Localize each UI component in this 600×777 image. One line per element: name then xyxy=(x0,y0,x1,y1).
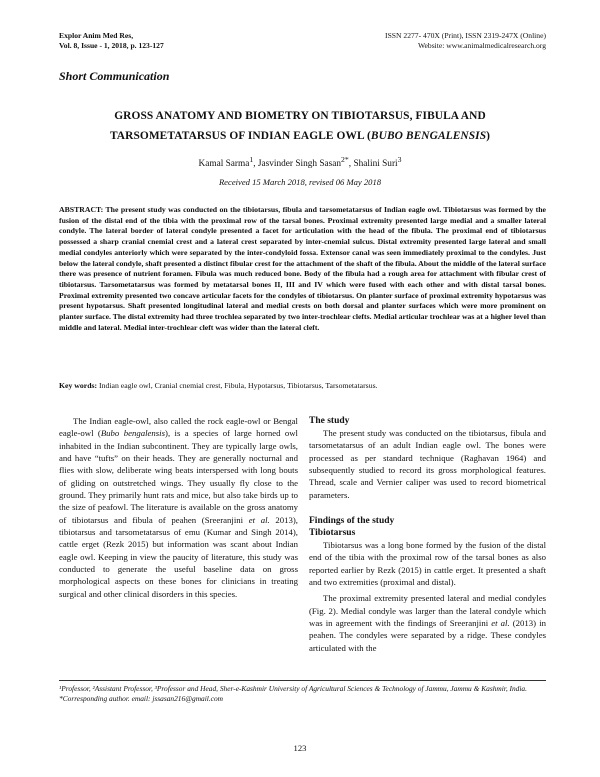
tibiotarsus-heading: Tibiotarsus xyxy=(309,528,356,539)
author-list: Kamal Sarma$^1$, Jasvinder Singh Sasan$^{2*}$, Shalini Suri$^3$ xyxy=(198,155,402,170)
paper-title xyxy=(60,106,540,146)
findings-paragraph-1: Tibiotarsus was a long bone formed by the fusion of the distal end of the tibia with the proximal row of the tarsal bones as also reported earlier by Rezk (2015) in cattle erget. It presented a shaft and two extremities (proximal and distal). xyxy=(309,540,546,588)
corresponding-footnote: *Corresponding author. email: jssasan216@gmail.com xyxy=(59,694,223,703)
issn: ISSN 2277- 470X (Print), ISSN 2319-247X (Online) xyxy=(385,31,546,40)
et-al: et al. xyxy=(248,514,270,525)
section-type: Short Communication xyxy=(59,69,170,83)
keywords-label: Key words: xyxy=(59,381,98,390)
received-dates: Received 15 March 2018, revised 06 May 2018 xyxy=(218,177,382,187)
title-end: ) xyxy=(486,130,491,142)
findings-heading: Findings of the study xyxy=(309,516,395,527)
website: Website: www.animalmedicalresearch.org xyxy=(417,41,546,50)
keywords xyxy=(59,381,546,391)
intro-text: ), is a species of large horned owl inhabited in the Indian subcontinent. They are typically large owls, and have “tufts” on their heads. They are generally nocturnal and flies with slow, deliberate wing beats interspersed with long bouts of gliding on outstretched wings. They usually fly close to the ground. They primarily hunt rats and mice, but also take birds up to the size of peafowl. The literature is available on the gross anatomy of tibiotarsus and fibula of peahen (Sreeranjini xyxy=(59,428,298,525)
author: Kamal Sarma xyxy=(198,159,250,170)
species-name: Bubo bengalensis xyxy=(100,428,166,439)
findings-text: The proximal extremity presented lateral and medial condyles (Fig. 2). Medial condyle was larger than the lateral condyle which was in agreement with the findings of Sreeranjini xyxy=(309,593,546,629)
author-sup: 1 xyxy=(249,155,254,164)
right-column xyxy=(309,415,546,654)
findings-paragraph-2 xyxy=(309,592,546,654)
author-sup: 2* xyxy=(341,155,349,164)
author: Jasvinder Singh Sasan xyxy=(257,159,342,170)
issn-header xyxy=(385,31,546,51)
study-paragraph: The present study was conducted on the tibiotarsus, fibula and tarsometatarsus of an adult Indian eagle owl. The bones were processed as per standard technique (Raghavan 1964) and subsequently studied to record its gross morphological features. Thread, scale and Vernier caliper was used to record biometrical parameters. xyxy=(309,428,546,500)
title-text: TARSOMETATARSUS OF INDIAN EAGLE OWL ( xyxy=(109,130,371,142)
title-line-1: GROSS ANATOMY AND BIOMETRY ON TIBIOTARSUS, FIBULA AND xyxy=(114,110,486,122)
title-species: BUBO BENGALENSIS xyxy=(370,130,487,142)
keywords-text: Indian eagle owl, Cranial cnemial crest, Fibula, Hypotarsus, Tibiotarsus, Tarsometatarsus. xyxy=(99,381,378,390)
findings-text: (2013) in peahen. The condyles were separated by a ridge. These condyles articulated with the xyxy=(309,618,547,653)
author: Shalini Suri xyxy=(353,159,398,170)
journal-volume: Vol. 8, Issue - 1, 2018, p. 123-127 xyxy=(59,41,164,50)
intro-text: The Indian eagle-owl, also called the rock eagle-owl or Bengal eagle-owl ( xyxy=(59,416,298,439)
journal-header xyxy=(59,31,164,51)
study-heading: The study xyxy=(309,416,350,426)
footnotes xyxy=(59,684,546,704)
intro-text: 2013), tibiotarsus and tarsometatarsus of emu (Kumar and Singh 2014), cattle erget (Rezk 2015) but information was scant about Indian eagle owl. Keeping in view the paucity of literature, this study was conducted to generate the useful baseline data on gross morphological aspects on these bones for clinicians in treating surgical and other clinical disorders in this species. xyxy=(59,514,298,599)
et-al: et al. xyxy=(491,618,510,629)
page-number: 123 xyxy=(293,743,307,753)
footnote-divider xyxy=(59,680,546,681)
affiliation-footnote: ¹Professor, ²Assistant Professor, ³Professor and Head, Sher-e-Kashmir University of Agricultural Sciences & Technology of Jammu, Jammu & Kashmir, India. xyxy=(59,684,527,693)
left-column xyxy=(59,415,298,600)
author-sup: 3 xyxy=(397,155,402,164)
title-line-2 xyxy=(60,126,540,146)
abstract: ABSTRACT: The present study was conducted on the tibiotarsus, fibula and tarsometatarsus of Indian eagle owl. Tibiotarsus was formed by the fusion of the distal end of the tibia with the proximal row of the tarsal bones. Proximal extremity presented large medial and a smaller lateral condyle. The lateral border of lateral condyle presented a facet for articulation with the head of the fibula. The proximal end of tibiotarsus possessed a sharp cranial cnemial crest and a lateral crest separated by inter-cnemial sulcus. Distal extremity presented large lateral and small medial condyles anteriorly which were separated by the inter-condyloid fossa. Extensor canal was seen immediately proximal to the condyles. Just below the lateral condyle, shaft presented a distinct fibular crest for the attachment of the shaft of the fibula. About the middle of the lateral surface there was presence of nutrient foramen. Fibula was much reduced bone. Body of the fibula had a rough area for attachment with fibular crest of tibiotarsus. Tarsometatarsus was formed by metatarsal bones II, III and IV which were fused with each other and with distal tarsal bones. Proximal extremity presented two concave articular facets for the condyles of tibiotarsus. On planter surface of proximal extremity hypotarsus was present hypotarsus. Shaft presented longitudinal lateral and medial crests on both dorsal and planter surfaces which were more prominent on planter surface. The distal extremity had three trochlea separated by two inter-trochlear clefts. Medial articular trochlear was at a higher level than middle and lateral. Medial inter-trochlear cleft was wider than the lateral cleft. xyxy=(59,205,546,332)
intro-paragraph xyxy=(59,415,298,600)
journal-name: Explor Anim Med Res, xyxy=(59,31,134,40)
